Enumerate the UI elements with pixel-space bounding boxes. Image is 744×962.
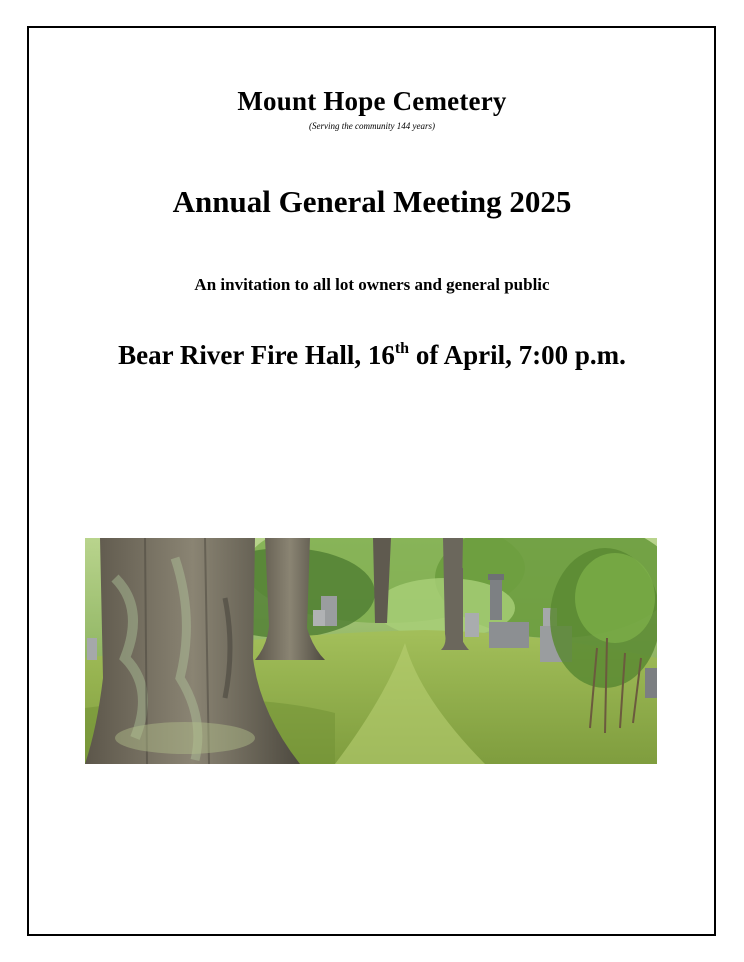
organization-tagline: (Serving the community 144 years) [309,121,435,131]
location-suffix: of April, 7:00 p.m. [409,340,626,370]
location-prefix: Bear River Fire Hall, 16 [118,340,395,370]
cemetery-photo [85,538,657,764]
meeting-location-datetime [0,340,744,371]
page-border [27,26,716,936]
organization-name: Mount Hope Cemetery [237,86,507,116]
invitation-text: An invitation to all lot owners and general public [194,275,550,294]
meeting-title: Annual General Meeting 2025 [172,184,572,219]
day-ordinal-suffix: th [394,340,410,357]
